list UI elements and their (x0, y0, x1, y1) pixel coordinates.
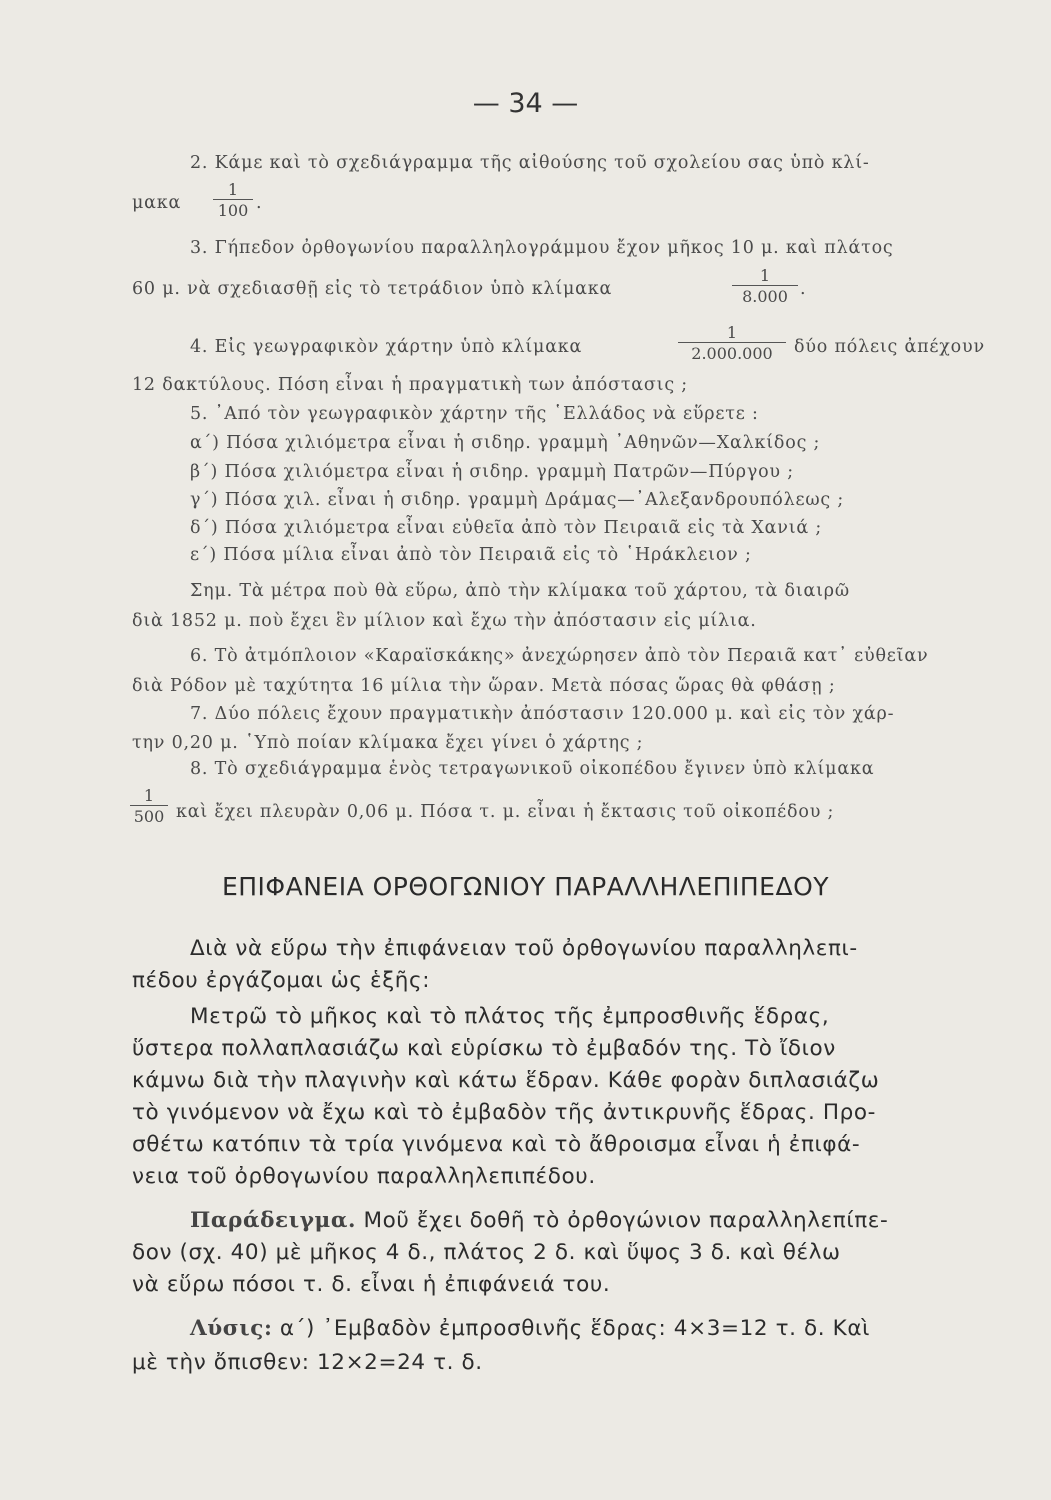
fraction-numerator: 1 (227, 180, 239, 199)
fraction-denominator: 500 (130, 805, 168, 826)
paragraph-line: κάμνω διὰ τὴν πλαγινὴν καὶ κάτω ἕδραν. Κάθε φορὰν διπλασιάζω (132, 1068, 880, 1093)
ex8-line1: 8. Τὸ σχεδιάγραμμα ἑνὸς τετραγωνικοῦ οἰκοπέδου ἔγινεν ὑπὸ κλίμακα (190, 759, 875, 779)
solution-line (190, 1316, 870, 1341)
ex7-line2: την 0,20 μ. ῾Υπὸ ποίαν κλίμακα ἔχει γίνει ὁ χάρτης ; (132, 733, 644, 753)
fraction-denominator: 8.000 (732, 285, 798, 306)
ex4-line1a: 4. Εἰς γεωγραφικὸν χάρτην ὑπὸ κλίμακα (190, 337, 583, 357)
ex3-line1: 3. Γήπεδον ὀρθογωνίου παραλληλογράμμου ἔχον μῆκος 10 μ. καὶ πλάτος (190, 238, 894, 258)
ex5-item-c: γ΄) Πόσα χιλ. εἶναι ἡ σιδηρ. γραμμὴ Δράμας—᾿Αλεξανδρουπόλεως ; (190, 490, 845, 510)
ex3-line2: 60 μ. νὰ σχεδιασθῇ εἰς τὸ τετράδιον ὑπὸ κλίμακα (132, 279, 613, 299)
ex4-scale-fraction (678, 323, 786, 363)
ex5-intro: 5. ᾿Από τὸν γεωγραφικὸν χάρτην τῆς ῾Ελλάδος νὰ εὕρετε : (190, 404, 759, 424)
ex6-line1: 6. Τὸ ἀτμόπλοιον «Καραϊσκάκης» ἀνεχώρησεν ἀπὸ τὸν Περαιᾶ κατ᾿ εὐθεῖαν (190, 646, 929, 666)
ex4-line1b: δύο πόλεις ἀπέχουν (794, 337, 985, 357)
note-line1: Σημ. Τὰ μέτρα ποὺ θὰ εὕρω, ἀπὸ τὴν κλίμακα τοῦ χάρτου, τὰ διαιρῶ (190, 581, 850, 601)
ex5-item-b: β΄) Πόσα χιλιόμετρα εἶναι ἡ σιδηρ. γραμμὴ Πατρῶν—Πύργου ; (190, 462, 794, 482)
paragraph-line: Μετρῶ τὸ μῆκος καὶ τὸ πλάτος τῆς ἐμπροσθινῆς ἕδρας, (190, 1004, 830, 1029)
solution-text: α΄) ᾿Εμβαδὸν ἐμπροσθινῆς ἕδρας: 4×3=12 τ. δ. Καὶ (279, 1316, 870, 1341)
solution-line: μὲ τὴν ὄπισθεν: 12×2=24 τ. δ. (132, 1350, 483, 1375)
fraction-denominator: 100 (213, 199, 253, 220)
example-line: δον (σχ. 40) μὲ μῆκος 4 δ., πλάτος 2 δ. καὶ ὕψος 3 δ. καὶ θέλω (132, 1240, 841, 1265)
page-number: — 34 — (472, 88, 579, 119)
paragraph-line: ὕστερα πολλαπλασιάζω καὶ εὑρίσκω τὸ ἐμβαδόν της. Τὸ ἴδιον (132, 1036, 836, 1061)
ex7-line1: 7. Δύο πόλεις ἔχουν πραγματικὴν ἀπόστασιν 120.000 μ. καὶ εἰς τὸν χάρ- (190, 704, 895, 724)
paragraph-line: πέδου ἐργάζομαι ὡς ἑξῆς: (132, 968, 431, 993)
example-line (190, 1208, 888, 1233)
ex2-period: . (256, 193, 263, 213)
ex6-line2: διὰ Ρόδον μὲ ταχύτητα 16 μίλια τὴν ὥραν. Μετὰ πόσας ὥρας θὰ φθάσῃ ; (132, 676, 836, 696)
ex2-line1: 2. Κάμε καὶ τὸ σχεδιάγραμμα τῆς αἰθούσης τοῦ σχολείου σας ὑπὸ κλί- (190, 153, 870, 173)
ex3-period: . (800, 279, 807, 299)
ex2-line2: μακα (132, 193, 182, 213)
paragraph-line: Διὰ νὰ εὕρω τὴν ἐπιφάνειαν τοῦ ὀρθογωνίου παραλληλεπι- (190, 936, 858, 961)
example-text: Μοῦ ἔχει δοθῆ τὸ ὀρθογώνιον παραλληλεπίπε- (363, 1208, 889, 1233)
ex3-scale-fraction (732, 266, 798, 306)
section-title: ΕΠΙΦΑΝΕΙΑ ΟΡΘΟΓΩΝΙΟΥ ΠΑΡΑΛΛΗΛΕΠΙΠΕΔΟΥ (221, 872, 830, 901)
ex5-item-e: ε΄) Πόσα μίλια εἶναι ἀπὸ τὸν Πειραιᾶ εἰς τὸ ῾Ηράκλειον ; (190, 545, 752, 565)
fraction-denominator: 2.000.000 (678, 342, 786, 363)
ex8-line2: καὶ ἔχει πλευρὰν 0,06 μ. Πόσα τ. μ. εἶναι ἡ ἔκτασις τοῦ οἰκοπέδου ; (176, 802, 835, 822)
paragraph-line: τὸ γινόμενον νὰ ἔχω καὶ τὸ ἐμβαδὸν τῆς ἀντικρυνῆς ἕδρας. Προ- (132, 1100, 877, 1125)
fraction-numerator: 1 (143, 786, 155, 805)
ex5-item-a: α΄) Πόσα χιλιόμετρα εἶναι ἡ σιδηρ. γραμμὴ ᾿Αθηνῶν—Χαλκίδος ; (190, 433, 821, 453)
example-line: νὰ εὕρω πόσοι τ. δ. εἶναι ἡ ἐπιφάνειά του. (132, 1272, 611, 1297)
paragraph-line: νεια τοῦ ὀρθογωνίου παραλληλεπιπέδου. (132, 1164, 596, 1189)
ex8-scale-fraction (130, 786, 168, 826)
paragraph-line: σθέτω κατόπιν τὰ τρία γινόμενα καὶ τὸ ἄθροισμα εἶναι ἡ ἐπιφά- (132, 1132, 861, 1157)
fraction-numerator: 1 (759, 266, 771, 285)
ex2-scale-fraction (213, 180, 253, 220)
example-label: Παράδειγμα. (190, 1208, 357, 1233)
solution-label: Λύσις: (190, 1316, 273, 1341)
ex5-item-d: δ΄) Πόσα χιλιόμετρα εἶναι εὐθεῖα ἀπὸ τὸν Πειραιᾶ εἰς τὰ Χανιά ; (190, 518, 823, 538)
note-line2: διὰ 1852 μ. ποὺ ἔχει ἓν μίλιον καὶ ἔχω τὴν ἀπόστασιν εἰς μίλια. (132, 611, 757, 631)
fraction-numerator: 1 (726, 323, 738, 342)
ex4-line2: 12 δακτύλους. Πόση εἶναι ἡ πραγματικὴ των ἀπόστασις ; (132, 375, 688, 395)
